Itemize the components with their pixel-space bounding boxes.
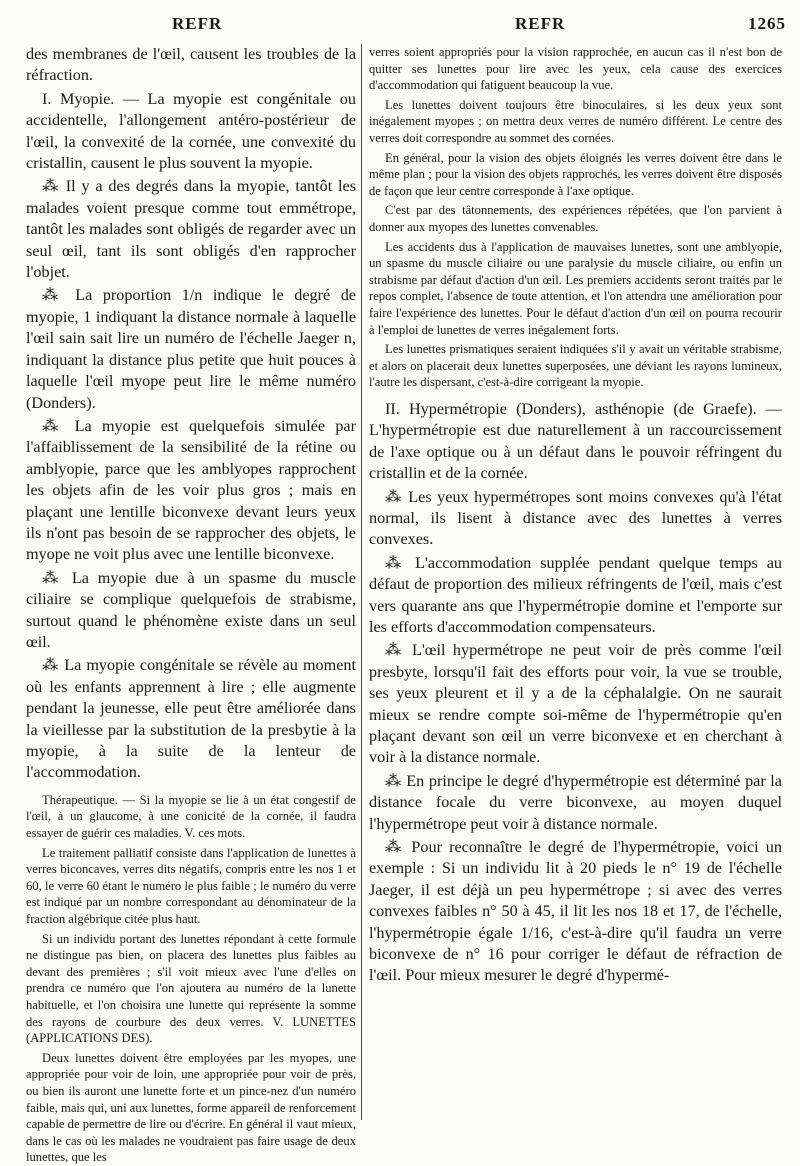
right-small-text — [369, 44, 782, 391]
left-large-text — [26, 44, 356, 784]
running-header — [0, 14, 800, 38]
page-number: 1265 — [748, 14, 786, 33]
paragraph: ⁂ La myopie est quelquefois simulée par l'affaiblissement de la sensibilité de la rétine ou amblyopie, parce que les amblyopes rapprochent les objets afin de les voir plus gros ; mais en plaçant une lentille biconvexe devant leurs yeux ils n'ont pas besoin de se rapprocher des objets, le myope ne voit plus avec une lentille biconvexe. — [26, 416, 356, 564]
paragraph: ⁂ L'œil hypermétrope ne peut voir de près comme l'œil presbyte, lorsqu'il fait des efforts pour voir, la vue se trouble, ses yeux pleurent et il y a de la céphalalgie. On ne saurait mieux se rendre compte soi-même de l'hypermétropie qu'en plaçant devant son œil un verre biconvexe et en cherchant à voir à la distance normale. — [369, 641, 782, 767]
left-small-text — [26, 792, 356, 1166]
paragraph-therapeutique: Thérapeutique. — Si la myopie se lie à un état congestif de l'œil, à un glaucome, à une conicité de la cornée, il faudra essayer de guérir ces maladies. V. ces mots. — [26, 792, 356, 840]
column-divider — [361, 44, 362, 1120]
paragraph: Si un individu portant des lunettes répondant à cette formule ne distingue pas bien, on placera des lunettes plus faibles au devant des premières ; s'il voit mieux avec l'une d'elles on prendra ce numéro que l'on ajoutera au numéro de la lunette habituelle, et l'on choisira une lunette qui représente la somme des rayons de courbure des deux verres. V. LUNETTES (APPLICATIONS DES). — [26, 931, 356, 1046]
header-middle-title: REFR — [515, 14, 566, 33]
section-heading-hypermetropie: II. Hypermétropie (Donders), asthénopie (de Graefe). — L'hypermétropie est due naturellement à un raccourcissement de l'axe optique ou à un défaut dans le pouvoir réfringent du cristallin et de la cornée. — [369, 399, 782, 483]
paragraph: ⁂ Pour reconnaître le degré de l'hypermétropie, voici un exemple : Si un individu lit à 20 pieds le n° 19 de l'échelle Jaeger, il est déjà un peu hypermétrope ; si avec des verres convexes faibles n° 50 à 45, il lit les nos 18 et 17, de l'échelle, l'hypermétropie égale 1/16, c'est-à-dire qu'il faudra un verre biconvexe de n° 16 pour corriger le défaut de réfraction de l'œil. Pour mieux mesurer le degré d'hypermé- — [369, 838, 782, 985]
paragraph: ⁂ En principe le degré d'hypermétropie est déterminé par la distance focale du verre biconvexe, au moyen duquel l'hypermétrope peut voir à distance normale. — [369, 771, 782, 833]
right-column — [369, 44, 782, 987]
paragraph: ⁂ La proportion 1/n indique le degré de myopie, 1 indiquant la distance normale à laquelle l'œil sain sait lire un numéro de l'échelle Jaeger n, indiquant la distance plus petite que huit pouces à laquelle l'œil myope peut lire le même numéro (Donders). — [26, 286, 356, 412]
paragraph: ⁂ Il y a des degrés dans la myopie, tantôt les malades voient presque comme tout emmétrope, tantôt les malades sont obligés de regarder avec un seul œil, tant ils sont obligés d'en rapprocher l'objet. — [26, 177, 356, 282]
paragraph: Deux lunettes doivent être employées par les myopes, une appropriée pour voir de loin, une appropriée pour voir de près, ou bien ils auront une lunette forte et un pince-nez d'un numéro faible, mais qui, uni aux lunettes, forme appareil de renforcement capable de permettre de lire ou d'écrire. En général il vaut mieux, dans le cas où les malades ne voudraient pas faire usage de deux lunettes, que les — [26, 1050, 356, 1165]
paragraph: Le traitement palliatif consiste dans l'application de lunettes à verres biconcaves, verres dits négatifs, compris entre les nos 1 et 60, le verre 60 étant le numéro le plus faible ; le numéro du verre est indiqué par un nombre correspondant au dénominateur de la fraction algébrique citée plus haut. — [26, 845, 356, 926]
left-column — [26, 44, 356, 1166]
right-large-text — [369, 399, 782, 987]
paragraph: ⁂ L'accommodation supplée pendant quelque temps au défaut de proportion des milieux réfringents de l'œil, mais c'est vers quarante ans que l'hypermétropie domine et l'emporte sur les efforts d'accommodation compensateurs. — [369, 553, 782, 636]
paragraph: C'est par des tâtonnements, des expériences répétées, que l'on parvient à donner aux myopes des lunettes convenables. — [369, 203, 782, 234]
paragraph: ⁂ Les yeux hypermétropes sont moins convexes qu'à l'état normal, ils lisent à distance avec des lunettes à verres convexes. — [369, 487, 782, 549]
section-heading-myopie: I. Myopie. — La myopie est congénitale ou accidentelle, l'allongement antéro-postérieur de l'œil, la convexité de la cornée, une convexité du cristallin, causent le plus souvent la myopie. — [26, 89, 356, 173]
paragraph: des membranes de l'œil, causent les troubles de la réfraction. — [26, 45, 356, 85]
paragraph: verres soient appropriés pour la vision rapprochée, en aucun cas il n'est bon de quitter ses lunettes pour lire avec les yeux, cela cause des exercices d'accommodation qui fatiguent beaucoup la vue. — [369, 45, 782, 93]
paragraph: En général, pour la vision des objets éloignés les verres doivent être dans le même plan ; pour la vision des objets rapprochés, les verres doivent être disposés de façon que leur centre corresponde à l'axe optique. — [369, 150, 782, 198]
paragraph: Les accidents dus à l'application de mauvaises lunettes, sont une amblyopie, un spasme du muscle ciliaire ou une paralysie du muscle ciliaire, ou enfin un strabisme par défaut d'action d'un œil. Les premiers accidents seront traités par le repos complet, l'absence de toute attention, et l'on attendra une amélioration pour faire l'expérience des lunettes. Pour le défaut d'action d'un œil on pourra recourir à l'emploi de lunettes de verres inégalement forts. — [369, 239, 782, 337]
paragraph: ⁂ La myopie congénitale se révèle au moment où les enfants apprennent à lire ; elle augmente pendant la jeunesse, elle peut être améliorée dans la vieillesse par la substitution de la presbytie à la myopie, à la suite de la lenteur de l'accommodation. — [26, 656, 356, 782]
paragraph: ⁂ La myopie due à un spasme du muscle ciliaire se complique quelquefois de strabisme, surtout quand le phénomène existe dans un seul œil. — [26, 568, 356, 651]
header-left-title: REFR — [172, 14, 223, 33]
paragraph: Les lunettes doivent toujours être binoculaires, si les deux yeux sont inégalement myopes ; on mettra deux verres de numéro différent. Le centre des verres doit correspondre au sommet des cornées. — [369, 97, 782, 145]
paragraph: Les lunettes prismatiques seraient indiquées s'il y avait un véritable strabisme, et alors on placerait deux lunettes superposées, une déviant les rayons lumineux, l'autre les dispersant, c'est-à-dire corrigeant la myopie. — [369, 342, 782, 390]
